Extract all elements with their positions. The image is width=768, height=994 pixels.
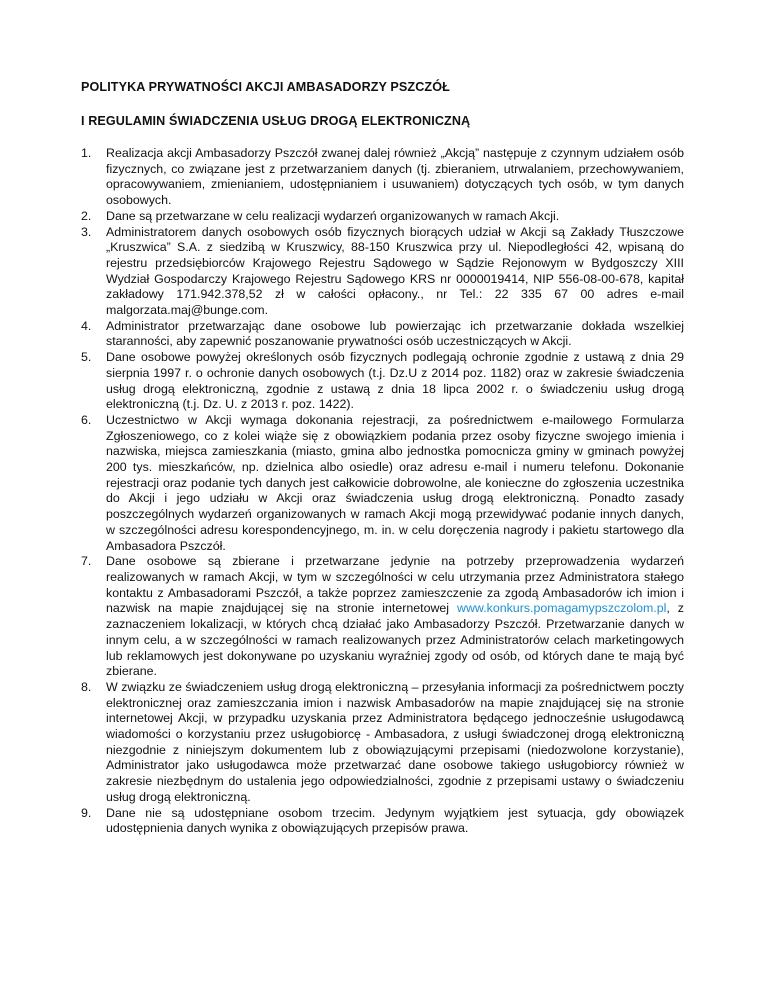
clause-7 xyxy=(81,554,684,680)
clause-3 xyxy=(81,225,684,319)
document-title-line-2: I REGULAMIN ŚWIADCZENIA USŁUG DROGĄ ELEKTRONICZNĄ xyxy=(81,114,471,128)
document-title-line-1: POLITYKA PRYWATNOŚCI AKCJI AMBASADORZY PSZCZÓŁ xyxy=(81,80,450,94)
clause-8 xyxy=(81,680,684,806)
clause-9 xyxy=(81,806,684,837)
clause-number: 1. xyxy=(81,146,92,160)
clause-list xyxy=(81,146,684,837)
clause-1 xyxy=(81,146,684,209)
clause-6 xyxy=(81,413,684,554)
clause-text: Realizacja akcji Ambasadorzy Pszczół zwanej dalej również „Akcją” następuje z czynnym udziałem osób fizycznych, co związane jest z przetwarzaniem danych (tj. zbieraniem, utrwalaniem, przechowywaniem, opracowywaniem, zmienianiem, udostępnianiem i usuwaniem) dotyczących tych osób, w tym danych osobowych. xyxy=(106,146,684,208)
clause-text: Dane są przetwarzane w celu realizacji wydarzeń organizowanych w ramach Akcji. xyxy=(106,208,560,223)
clause-text: W związku ze świadczeniem usług drogą elektroniczną – przesyłania informacji za pośrednictwem poczty elektronicznej oraz zamieszczania imion i nazwisk Ambasadorów na mapie znajdującej się na stronie internetowej Akcji, w przypadku uzyskania przez Administratora będącego jednocześnie usługodawcą wiadomości o korzystaniu przez usługobiorcę - Ambasadora, z usługi świadczonej drogą elektroniczną niezgodnie z niniejszym dokumentem lub z obowiązującymi przepisami (niedozwolone korzystanie), Administrator jako usługodawca może przetwarzać dane osobowe takiego usługobiorcy również w zakresie niezbędnym do ustalenia jego odpowiedzialności, zgodnie z przepisami ustawy o świadczeniu usług drogą elektroniczną. xyxy=(106,679,684,804)
clause-5 xyxy=(81,350,684,413)
clause-number: 4. xyxy=(81,318,92,333)
clause-number: 7. xyxy=(81,554,92,569)
clause-number: 5. xyxy=(81,350,92,365)
clause-text: Dane nie są udostępniane osobom trzecim. Jedynym wyjątkiem jest sytuacja, gdy obowiązek udostępnienia danych wynika z obowiązujących przepisów prawa. xyxy=(106,805,684,836)
clause-text: Administrator przetwarzając dane osobowe lub powierzając ich przetwarzanie dokłada wszelkiej staranności, aby zapewnić poszanowanie prywatności osób uczestniczących w Akcji. xyxy=(106,318,684,349)
clause-number: 3. xyxy=(81,224,92,239)
clause-number: 8. xyxy=(81,679,92,694)
clause-text-before-link: Dane osobowe są zbierane i przetwarzane jedynie na potrzeby przeprowadzenia wydarzeń realizowanych w ramach Akcji, w tym w szczególności w celu utrzymania przez Administratora stałego kontaktu z Ambasadorami Pszczół, a także poprzez zamieszczenie za zgodą Ambasadorów ich imion i nazwisk na mapie znajdującej się na stronie internetowej xyxy=(106,554,684,616)
clause-text: Administratorem danych osobowych osób fizycznych biorących udział w Akcji są Zakłady Tłuszczowe „Kruszwica” S.A. z siedzibą w Kruszwicy, 88-150 Kruszwica przy ul. Niepodległości 42, wpisaną do rejestru przedsiębiorców Krajowego Rejestru Sądowego w Sądzie Rejonowym w Bydgoszczy XIII Wydział Gospodarczy Krajowego Rejestru Sądowego KRS nr 0000019414, NIP 556-08-00-678, kapitał zakładowy 171.942.378,52 zł w całości opłacony., nr Tel.: 22 335 67 00 adres e-mail malgorzata.maj@bunge.com. xyxy=(106,224,684,318)
clause-text-after-link: , z zaznaczeniem lokalizacji, w których chcą działać jako Ambasadorzy Pszczół. Przetwarzanie danych w innym celu, a w szczególności w ramach realizowanych przez Administratorów celach marketingowych lub reklamowych jest dokonywane po uzyskaniu wyraźniej zgody od osób, od których dane te mają być zbierane. xyxy=(106,601,684,679)
clause-number: 9. xyxy=(81,805,92,820)
clause-2 xyxy=(81,209,684,225)
clause-number: 6. xyxy=(81,412,92,427)
website-link[interactable]: www.konkurs.pomagamypszczolom.pl xyxy=(457,601,667,616)
clause-text: Dane osobowe powyżej określonych osób fizycznych podlegają ochronie zgodnie z ustawą z dnia 29 sierpnia 1997 r. o ochronie danych osobowych (t.j. Dz.U z 2014 poz. 1182) oraz w zakresie świadczenia usług drogą elektroniczną, zgodnie z ustawą z dnia 18 lipca 2002 r. o świadczeniu usług drogą elektroniczną (t.j. Dz. U. z 2013 r. poz. 1422). xyxy=(106,350,684,412)
clause-4 xyxy=(81,319,684,350)
clause-number: 2. xyxy=(81,208,92,223)
clause-text: Uczestnictwo w Akcji wymaga dokonania rejestracji, za pośrednictwem e-mailowego Formularza Zgłoszeniowego, co z kolei wiąże się z obowiązkiem podania przez osoby fizyczne swojego imienia i nazwiska, miejsca zamieszkania (miasto, gmina albo jednostka pomocnicza gminy w gminach powyżej 200 tys. mieszkańców, np. dzielnica albo osiedle) oraz adresu e-mail i numeru telefonu. Dokonanie rejestracji oraz podanie tych danych jest całkowicie dobrowolne, ale konieczne do zgłoszenia uczestnika do Akcji i jego udziału w Akcji oraz świadczenia usług drogą elektroniczną. Ponadto zasady poszczególnych wydarzeń organizowanych w ramach Akcji mogą przewidywać podanie innych danych, w szczególności adresu korespondencyjnego, m. in. w celu doręczenia nagrody i pakietu startowego dla Ambasadora Pszczół. xyxy=(106,412,684,553)
